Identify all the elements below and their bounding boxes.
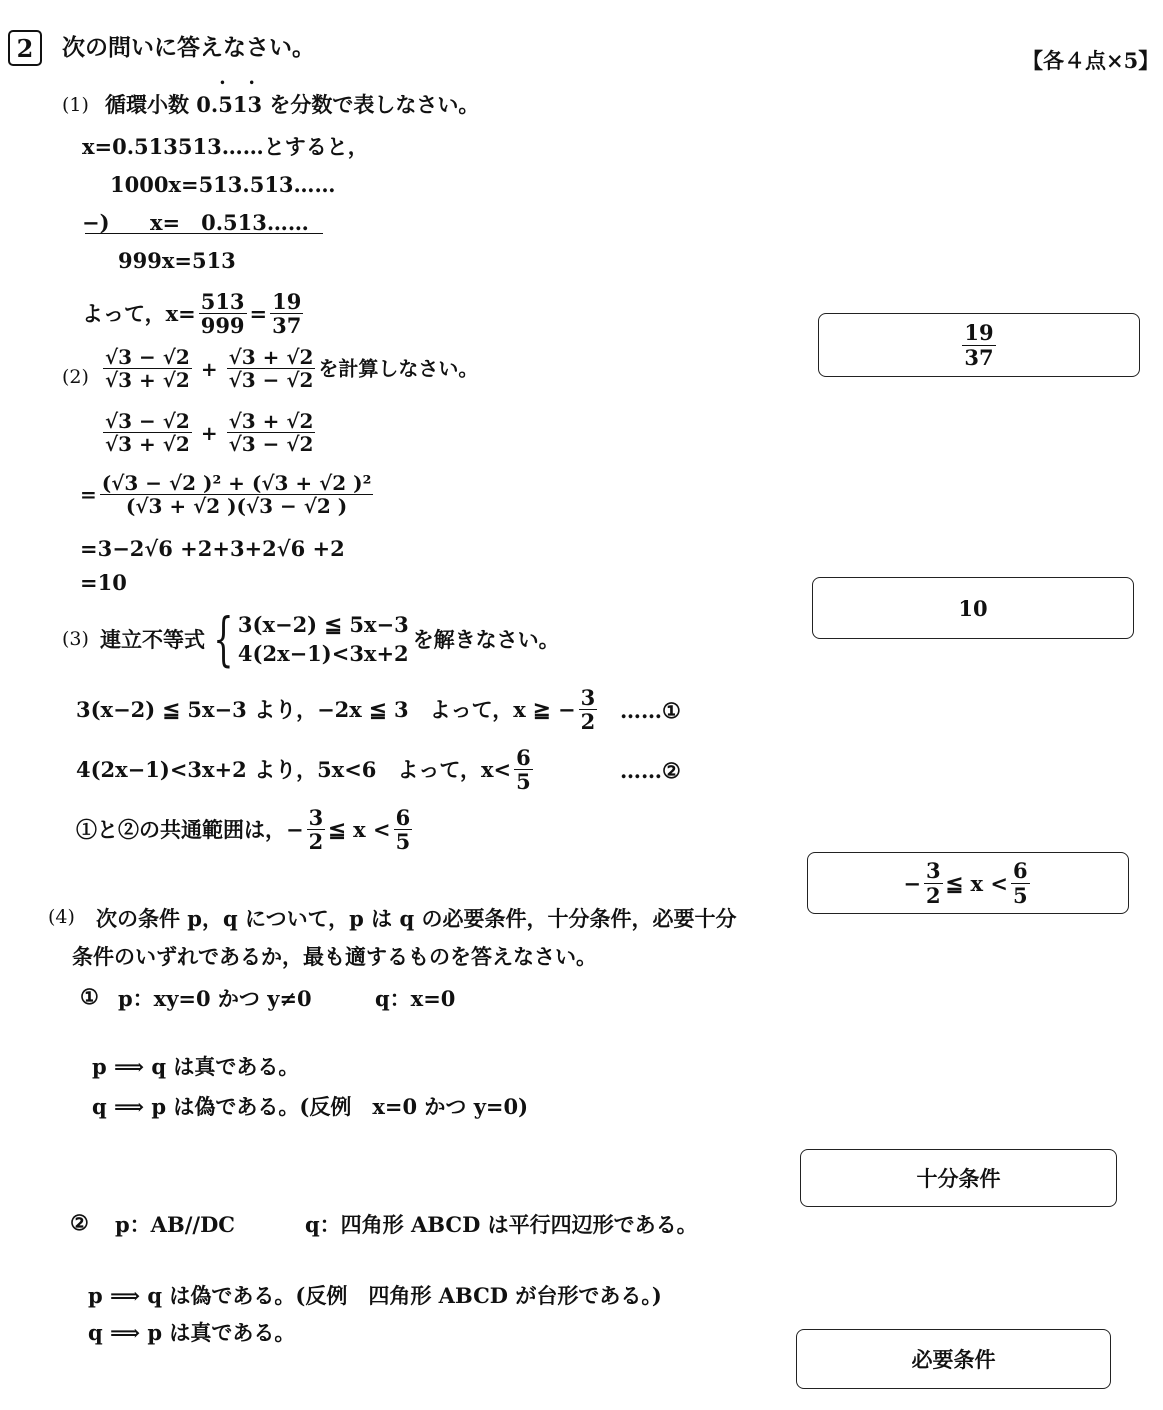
q4-sub1-answer-box <box>800 1149 1117 1207</box>
q1-subtraction-rule <box>85 233 323 234</box>
q3-line1 <box>76 686 600 733</box>
q2-restate-b-num: √3 + √2 <box>228 409 314 433</box>
q1-line5 <box>82 290 306 337</box>
q3-system-2: 4(2x−1)<3x+2 <box>237 641 409 667</box>
q3-line3-n1: 3 <box>308 805 324 830</box>
q3-answer-fraction-1 <box>924 859 943 906</box>
q2-b-den: √3 − √2 <box>228 368 314 392</box>
q2-step1 <box>80 472 376 517</box>
q2-restate <box>100 410 318 455</box>
q4-prompt-1: 次の条件 p，q について，p は q の必要条件，十分条件，必要十分 <box>96 906 737 931</box>
q1-frac2-den: 37 <box>272 313 302 339</box>
q4-sub2-answer-box <box>796 1329 1111 1389</box>
q2-answer-box <box>812 577 1134 639</box>
q1-repeat-digit-3: • 3 <box>247 92 262 117</box>
q3-line3-n2: 6 <box>395 805 411 830</box>
q1-prompt <box>105 94 479 115</box>
question-number-box <box>8 30 42 66</box>
q2-b-num: √3 + √2 <box>228 345 314 369</box>
q3-prompt-post: を解きなさい。 <box>412 626 560 652</box>
q3-line3-pre: ①と②の共通範囲は，− <box>76 817 304 843</box>
q3-line2-fraction <box>514 746 533 793</box>
q3-line3-d1: 2 <box>308 829 324 855</box>
q1-label: (1) <box>62 94 89 116</box>
q3-label: (3) <box>62 628 89 650</box>
q3-prompt-pre: 連立不等式 <box>100 626 205 652</box>
q4-sub2-condition-q: q：四角形 ABCD は平行四辺形である。 <box>305 1212 698 1237</box>
q1-answer-num: 19 <box>964 320 994 346</box>
q2-label: (2) <box>62 366 89 388</box>
q3-line1-pre: 3(x−2) ≦ 5x−3 より，−2x ≦ 3 よって，x ≧ − <box>76 697 576 723</box>
q1-digit-2: 1 <box>232 92 248 117</box>
q3-line2 <box>76 746 536 793</box>
q1-answer-box <box>818 313 1140 377</box>
q3-answer-pre: − <box>903 870 921 896</box>
q3-answer-fraction-2 <box>1011 859 1030 906</box>
q4-prompt-2: 条件のいずれであるか，最も適するものを答えなさい。 <box>72 944 597 969</box>
q3-line1-num: 3 <box>580 685 596 710</box>
q2-restate-b-den: √3 − √2 <box>228 432 314 456</box>
q4-sub1-condition-q: q：x=0 <box>375 986 456 1011</box>
q1-subtract-sign: −) <box>82 210 110 235</box>
q1-prompt-pre: 循環小数 0. <box>105 92 219 117</box>
q2-step1-fraction <box>100 472 374 517</box>
q2-step1-num: (√3 − √2 )² + (√3 + √2 )² <box>101 471 372 495</box>
question-number: 2 <box>16 33 34 63</box>
q3-answer-n2: 6 <box>1012 858 1028 884</box>
q2-fraction-b <box>227 346 316 391</box>
q3-answer-n1: 3 <box>926 858 941 884</box>
q3-line2-num: 6 <box>516 745 531 770</box>
q3-system <box>238 610 409 669</box>
q3-line3 <box>76 806 415 853</box>
q1-line4: 999x=513 <box>118 248 236 273</box>
q1-frac1-den: 999 <box>200 313 245 339</box>
q4-sub2-condition-p: p：AB//DC <box>115 1212 235 1237</box>
q2-step3: =10 <box>80 570 127 595</box>
q1-answer-fraction <box>962 321 995 368</box>
q4-sub2-label: ② <box>70 1210 89 1235</box>
q2-restate-a-num: √3 − √2 <box>105 409 190 433</box>
q1-line2: 1000x=513.513…… <box>110 172 336 197</box>
q2-prompt <box>100 346 478 391</box>
q3-line3-d2: 5 <box>395 829 411 855</box>
instruction-text: 次の問いに答えなさい。 <box>62 34 315 61</box>
q1-fraction-1 <box>199 290 247 337</box>
q4-label: (4) <box>48 906 75 928</box>
q3-line1-den: 2 <box>580 709 596 735</box>
q3-answer-d1: 2 <box>926 882 941 908</box>
q2-step2: =3−2√6 +2+3+2√6 +2 <box>80 536 345 561</box>
q3-system-1: 3(x−2) ≦ 5x−3 <box>237 612 409 637</box>
q3-answer-d2: 5 <box>1012 882 1028 908</box>
q3-line3-mid: ≦ x < <box>328 817 391 843</box>
q2-a-num: √3 − √2 <box>105 345 190 369</box>
q2-prompt-post: を計算しなさい。 <box>318 356 479 381</box>
q1-line3: x= 0.513…… <box>150 210 309 235</box>
points-label: 【各４点×5】 <box>1022 48 1160 73</box>
q2-answer: 10 <box>958 595 988 621</box>
q4-sub1-line2: q ⟹ p は偽である。(反例 x=0 かつ y=0) <box>92 1094 529 1119</box>
q2-a-den: √3 + √2 <box>105 368 190 392</box>
q1-frac1-num: 513 <box>200 289 245 314</box>
q2-step1-eq: = <box>80 482 97 507</box>
q1-line1: x=0.513513……とすると， <box>82 134 369 159</box>
q2-restate-fraction-a <box>103 410 192 455</box>
q3-answer-mid: ≦ x < <box>945 870 1008 896</box>
q4-sub2-answer: 必要条件 <box>911 1347 996 1372</box>
q1-frac2-num: 19 <box>272 289 302 314</box>
q2-plus: + <box>200 356 218 381</box>
q2-restate-fraction-b <box>227 410 316 455</box>
q3-line1-fraction <box>579 686 598 733</box>
q3-line2-den: 5 <box>516 769 531 795</box>
q3-line3-fraction-1 <box>307 806 326 853</box>
q4-sub1-condition-p: p：xy=0 かつ y≠0 <box>118 986 312 1011</box>
q3-line3-fraction-2 <box>394 806 413 853</box>
q4-sub1-line1: p ⟹ q は真である。 <box>92 1054 300 1079</box>
q4-sub2-line2: q ⟹ p は真である。 <box>88 1320 296 1345</box>
q3-prompt <box>100 605 560 674</box>
q4-sub1-label: ① <box>80 984 99 1009</box>
q3-line2-pre: 4(2x−1)<3x+2 より，5x<6 よって，x< <box>76 757 512 783</box>
q1-answer-den: 37 <box>964 344 994 370</box>
q4-sub1-answer: 十分条件 <box>916 1166 1001 1191</box>
q2-restate-plus: + <box>200 420 218 445</box>
q1-line5-pre: よって，x= <box>82 301 196 327</box>
q4-sub2-line1: p ⟹ q は偽である。(反例 四角形 ABCD が台形である。) <box>88 1283 662 1308</box>
q2-restate-a-den: √3 + √2 <box>105 432 190 456</box>
q1-equals: = <box>249 301 268 327</box>
q2-fraction-a <box>103 346 192 391</box>
q2-step1-den: (√3 + √2 )(√3 − √2 ) <box>125 494 348 518</box>
q3-line2-tag: ……② <box>620 758 681 783</box>
q1-prompt-post: を分数で表しなさい。 <box>262 92 480 117</box>
q3-answer-box <box>807 852 1129 914</box>
q1-repeat-digit-1: • 5 <box>218 92 233 117</box>
q1-fraction-2 <box>270 290 303 337</box>
brace-icon: { <box>213 605 234 674</box>
q3-line1-tag: ……① <box>620 698 681 723</box>
